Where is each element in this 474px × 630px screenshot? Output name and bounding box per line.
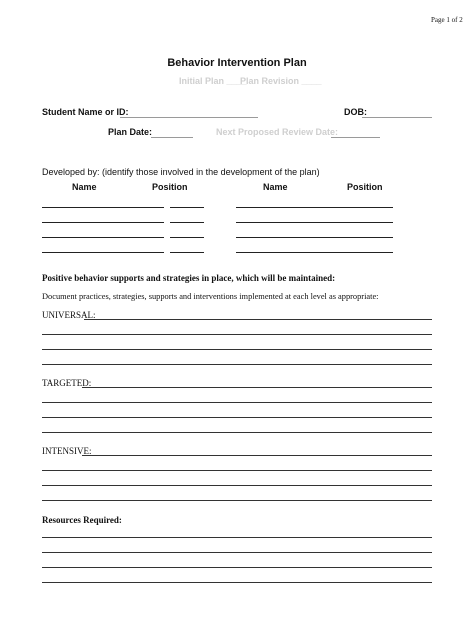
member-name-field[interactable] [42,207,164,208]
targeted-label: TARGETED: [42,378,92,388]
intensive-line[interactable] [82,455,432,456]
member-name-field[interactable] [42,222,164,223]
plan-type-revision[interactable]: Plan Revision ____ [240,76,322,86]
plan-date-field[interactable] [151,137,193,138]
universal-line[interactable] [42,349,432,350]
targeted-line[interactable] [42,432,432,433]
review-date-label: Next Proposed Review Date: [216,127,339,137]
supports-heading: Positive behavior supports and strategies in place, which will be maintained: [42,273,336,283]
plan-type-initial[interactable]: Initial Plan ____ [179,76,247,86]
dob-field[interactable] [362,117,432,118]
col-name-1: Name [72,182,97,192]
universal-label: UNIVERSAL: [42,310,96,320]
review-date-field[interactable] [331,137,380,138]
member-name-field[interactable] [236,222,393,223]
targeted-line[interactable] [82,387,432,388]
member-name-field[interactable] [236,207,393,208]
member-position-field[interactable] [170,207,204,208]
member-position-field[interactable] [170,222,204,223]
member-name-field[interactable] [236,252,393,253]
targeted-line[interactable] [42,402,432,403]
student-name-label: Student Name or ID: [42,107,129,117]
student-name-field[interactable] [120,117,258,118]
targeted-line[interactable] [42,417,432,418]
universal-line[interactable] [42,334,432,335]
supports-instruction: Document practices, strategies, supports and interventions implemented at each level as appropriate: [42,292,379,301]
resources-line[interactable] [42,567,432,568]
intensive-label: INTENSIVE: [42,446,92,456]
member-name-field[interactable] [236,237,393,238]
col-name-2: Name [263,182,288,192]
resources-line[interactable] [42,582,432,583]
page-number: Page 1 of 2 [431,16,463,24]
resources-line[interactable] [42,552,432,553]
resources-line[interactable] [42,537,432,538]
member-name-field[interactable] [42,237,164,238]
form-title: Behavior Intervention Plan [167,57,307,69]
intensive-line[interactable] [42,485,432,486]
developed-by-label: Developed by: (identify those involved in the development of the plan) [42,167,320,177]
universal-line[interactable] [84,319,432,320]
resources-label: Resources Required: [42,515,122,525]
intensive-line[interactable] [42,470,432,471]
intensive-line[interactable] [42,500,432,501]
universal-line[interactable] [42,364,432,365]
member-position-field[interactable] [170,252,204,253]
col-position-2: Position [347,182,383,192]
member-position-field[interactable] [170,237,204,238]
member-name-field[interactable] [42,252,164,253]
col-position-1: Position [152,182,188,192]
plan-date-label: Plan Date: [108,127,153,137]
dob-label: DOB: [344,107,367,117]
